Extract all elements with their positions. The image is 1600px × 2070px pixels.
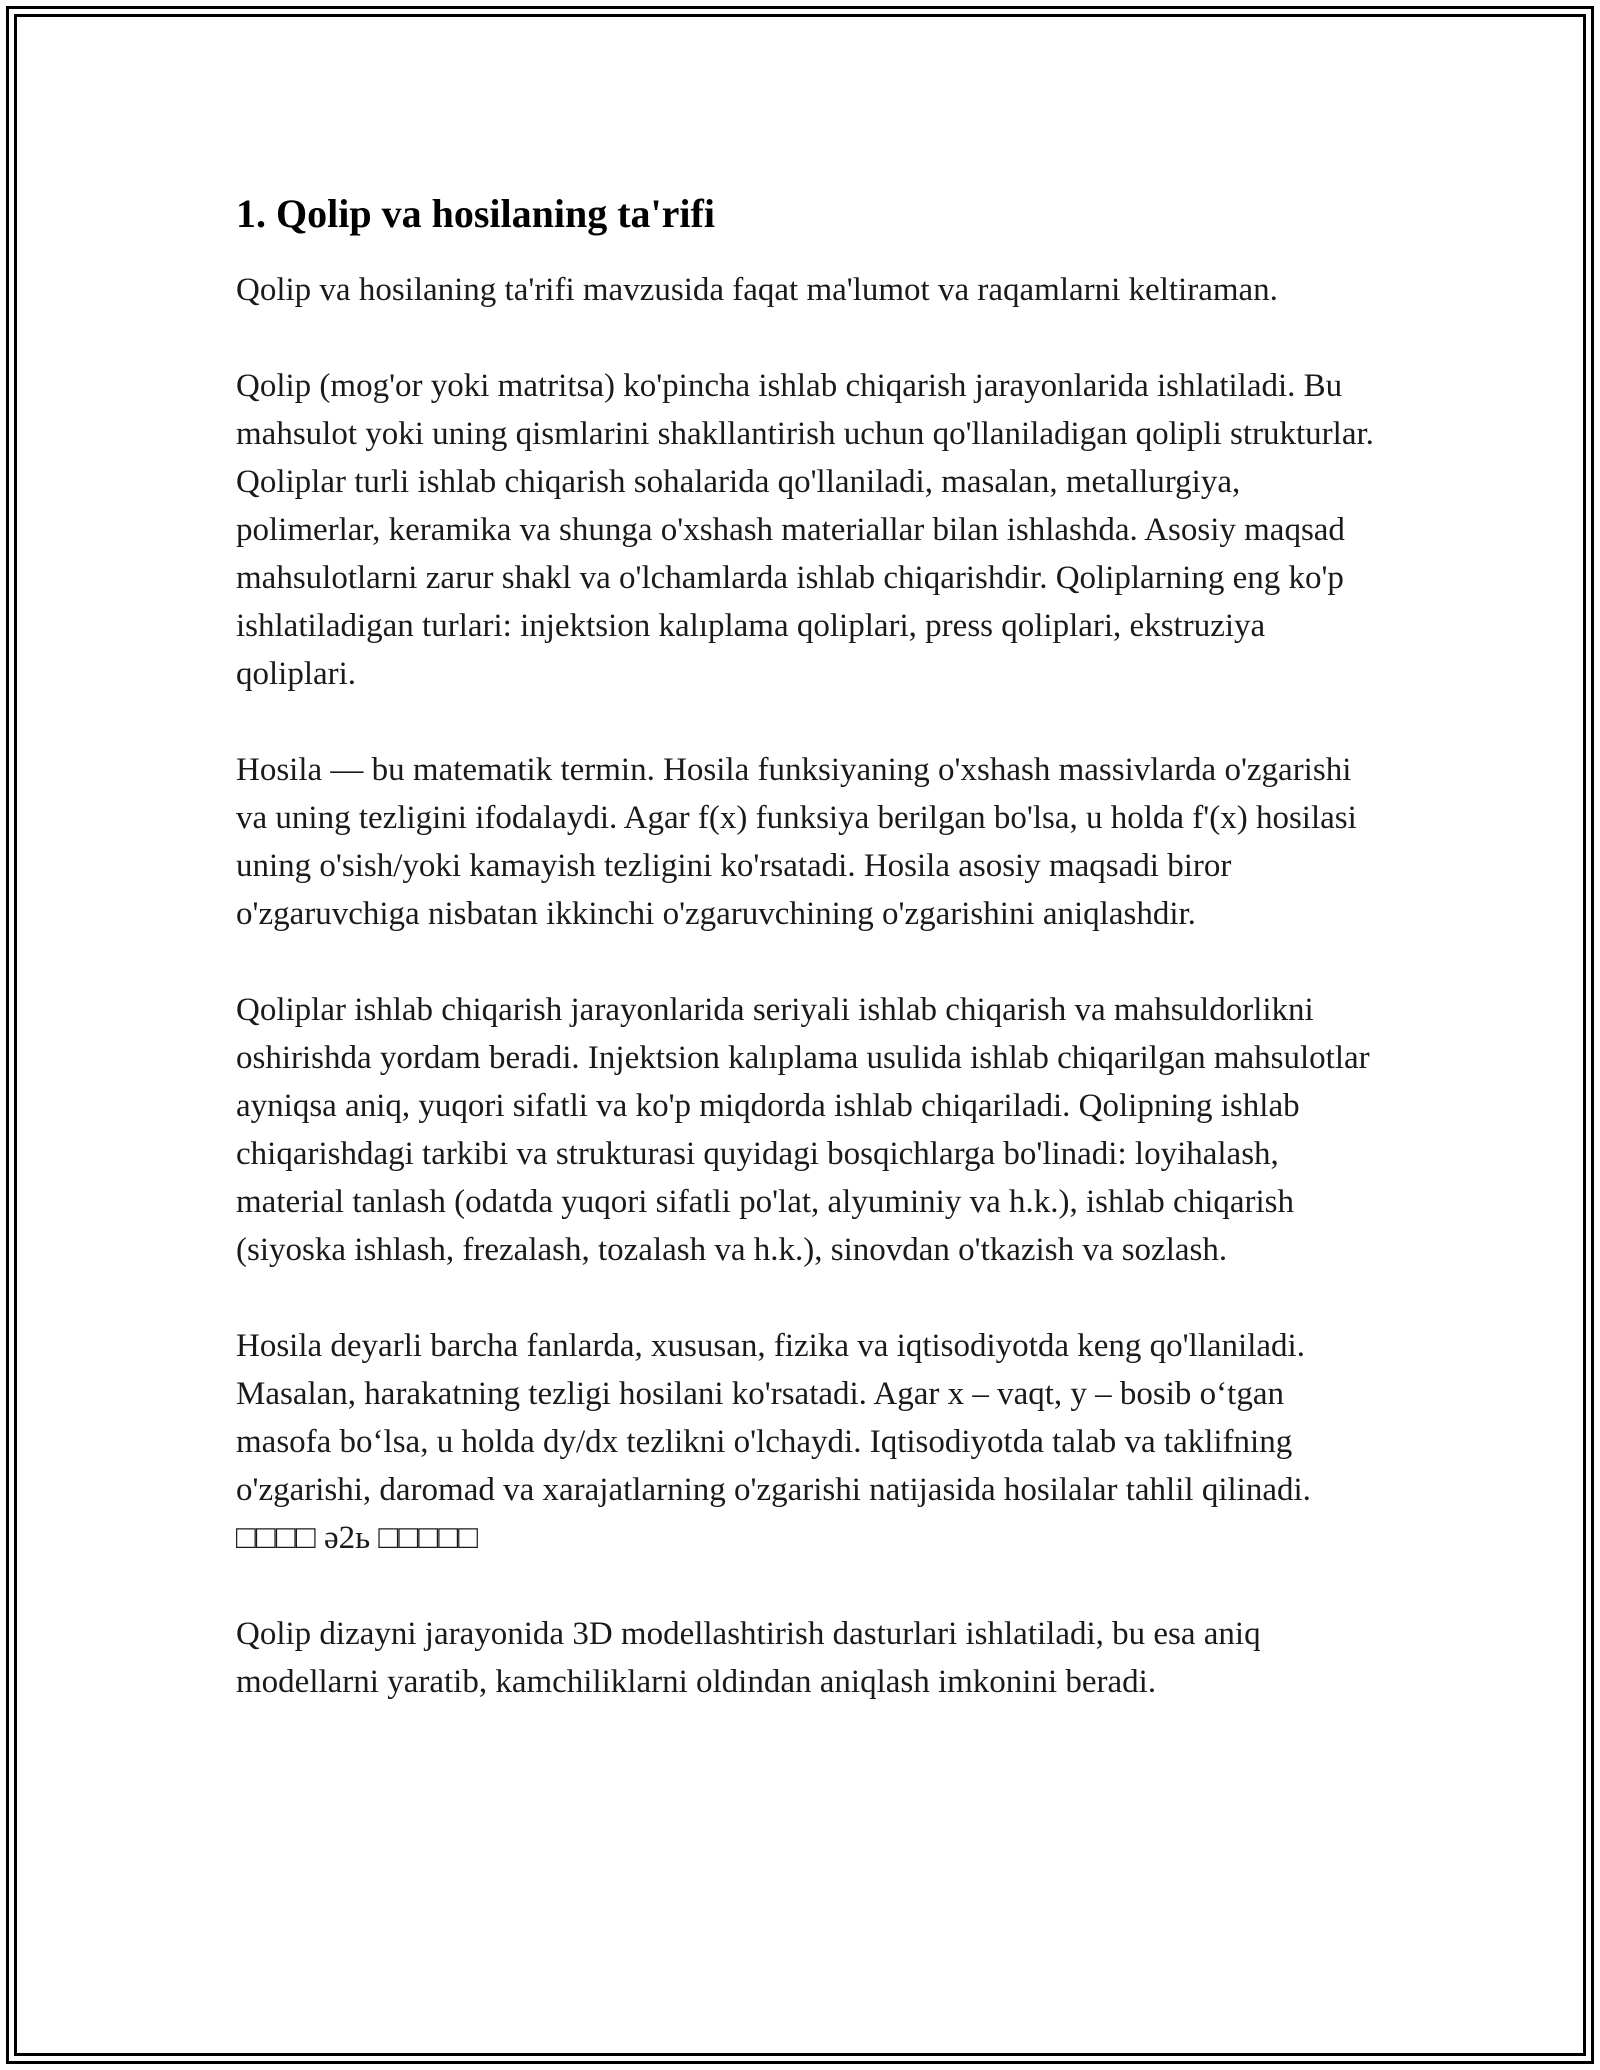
paragraph-qolip-definition: Qolip (mog'or yoki matritsa) ko'pincha ishlab chiqarish jarayonlarida ishlatiladi. Bu mahsulot yoki uning qismlarini shakllantirish uchun qo'llaniladigan qolipli strukturlar. Qoliplar turli ishlab chiqarish sohalarida qo'llaniladi, masalan, metallurgiya, polimerlar, keramika va shunga o'xshash materiallar bilan ishlashda. Asosiy maqsad mahsulotlarni zarur shakl va o'lchamlarda ishlab chiqarishdir. Qoliplarning eng ko'p ishlatiladigan turlari: injektsion kalıplama qoliplari, press qoliplari, ekstruziya qoliplari. [236, 368, 1374, 692]
paragraph-qolip-production: Qoliplar ishlab chiqarish jarayonlarida seriyali ishlab chiqarish va mahsuldorlikni oshirishda yordam beradi. Injektsion kalıplama usulida ishlab chiqarilgan mahsulotlar ayniqsa aniq, yuqori sifatli va ko'p miqdorda ishlab chiqariladi. Qolipning ishlab chiqarishdagi tarkibi va strukturasi quyidagi bosqichlarga bo'linadi: loyihalash, material tanlash (odatda yuqori sifatli po'lat, alyuminiy va h.k.), ishlab chiqarish (siyoska ishlash, frezalash, tozalash va h.k.), sinovdan o'tkazish va sozlash. [236, 992, 1370, 1268]
paragraph-hosila-applications: Hosila deyarli barcha fanlarda, xususan, fizika va iqtisodiyotda keng qo'llaniladi. Masalan, harakatning tezligi hosilani ko'rsatadi. Agar x – vaqt, y – bosib o‘tgan masofa bo‘lsa, u holda dy/dx tezlikni o'lchaydi. Iqtisodiyotda talab va taklifning o'zgarishi, daromad va xarajatlarning o'zgarishi natijasida hosilalar tahlil qilinadi. □□□□ ə2ь □□□□□ [236, 1328, 1311, 1556]
paragraph-hosila-definition: Hosila — bu matematik termin. Hosila funksiyaning o'xshash massivlarda o'zgarishi va uning tezligini ifodalaydi. Agar f(x) funksiya berilgan bo'lsa, u holda f'(x) hosilasi uning o'sish/yoki kamayish tezligini ko'rsatadi. Hosila asosiy maqsadi biror o'zgaruvchiga nisbatan ikkinchi o'zgaruvchining o'zgarishini aniqlashdir. [236, 752, 1357, 932]
paragraph-qolip-design: Qolip dizayni jarayonida 3D modellashtirish dasturlari ishlatiladi, bu esa aniq modellarni yaratib, kamchiliklarni oldindan aniqlash imkonini beradi. [236, 1616, 1261, 1700]
paragraph-intro: Qolip va hosilaning ta'rifi mavzusida faqat ma'lumot va raqamlarni keltiraman. [236, 272, 1278, 308]
document-body [236, 182, 1386, 1754]
section-heading: 1. Qolip va hosilaning ta'rifi [236, 191, 715, 236]
